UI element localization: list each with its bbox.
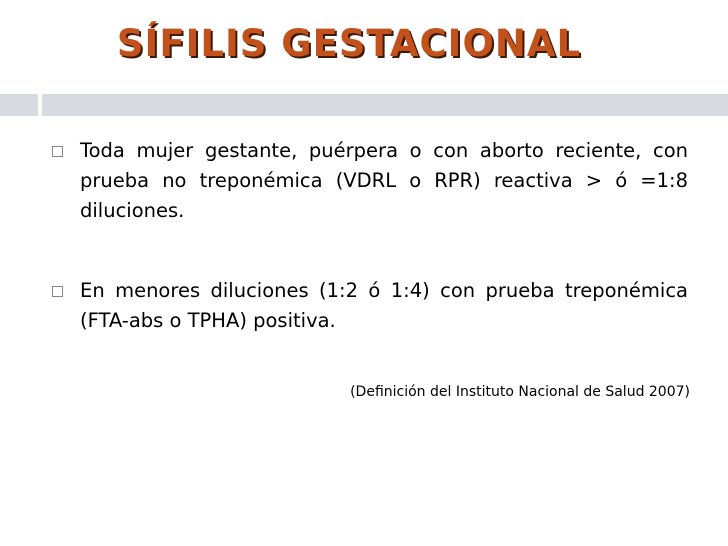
citation: (Definición del Instituto Nacional de Salud 2007) [350, 384, 690, 400]
square-bullet-icon [52, 286, 63, 297]
bullet-item-1 [52, 136, 688, 226]
bullet-item-2 [52, 276, 688, 336]
band-segment [42, 94, 728, 116]
decorative-band [0, 94, 728, 116]
slide-title: SÍFILIS GESTACIONAL [116, 22, 582, 65]
bullet-text: Toda mujer gestante, puérpera o con aborto reciente, con prueba no treponémica (VDRL o RPR) reactiva > ó =1:8 diluciones. [80, 139, 688, 222]
bullet-text: En menores diluciones (1:2 ó 1:4) con prueba treponémica (FTA-abs o TPHA) positiva. [80, 279, 688, 332]
square-bullet-icon [52, 146, 63, 157]
band-segment [0, 94, 38, 116]
